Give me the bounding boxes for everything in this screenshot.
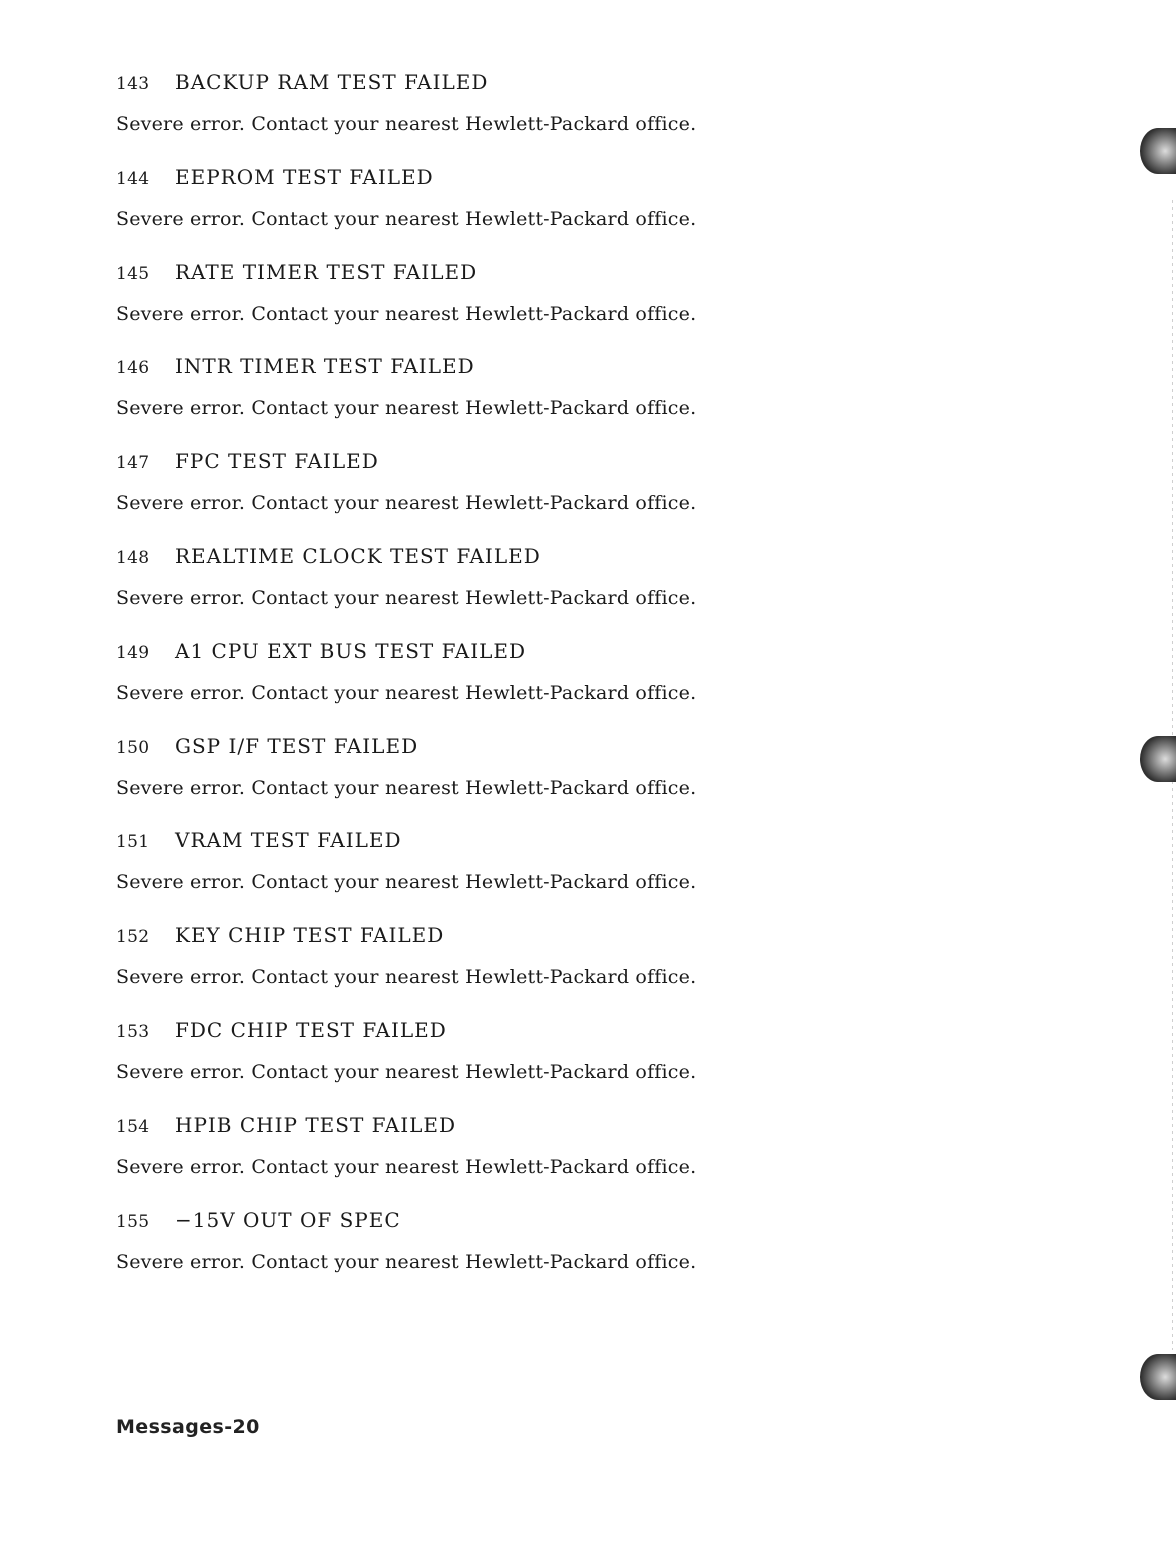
message-code: 154 [116,1116,150,1137]
message-title: HPIB CHIP TEST FAILED [175,1112,457,1137]
message-code: 148 [116,547,150,568]
message-heading [116,70,756,100]
message-description: Severe error. Contact your nearest Hewlett-Packard office. [116,207,697,230]
message-description: Severe error. Contact your nearest Hewlett-Packard office. [116,586,697,609]
message-heading [116,354,756,384]
message-description: Severe error. Contact your nearest Hewlett-Packard office. [116,681,697,704]
message-title: FPC TEST FAILED [175,449,379,474]
message-code: 149 [116,642,150,663]
message-code: 147 [116,453,150,474]
message-entry [116,1113,756,1208]
message-code: 143 [116,74,150,94]
message-entry [116,1018,756,1113]
message-heading [116,544,756,574]
message-code: 145 [116,263,150,284]
message-title: FDC CHIP TEST FAILED [175,1017,447,1042]
message-title: GSP I/F TEST FAILED [175,733,419,758]
message-heading [116,828,756,858]
message-title: KEY CHIP TEST FAILED [175,923,445,948]
message-description: Severe error. Contact your nearest Hewlett-Packard office. [116,113,697,135]
message-description: Severe error. Contact your nearest Hewlett-Packard office. [116,1155,697,1178]
message-entry [116,923,756,1018]
message-title: −15V OUT OF SPEC [175,1207,401,1232]
message-heading [116,639,756,669]
message-title: REALTIME CLOCK TEST FAILED [175,543,541,568]
message-entry [116,828,756,923]
message-description: Severe error. Contact your nearest Hewlett-Packard office. [116,871,697,894]
message-heading [116,1208,756,1238]
message-heading [116,923,756,953]
binder-hole-mark [1140,1354,1176,1400]
message-code: 152 [116,927,150,948]
message-entry [116,1208,756,1303]
message-description: Severe error. Contact your nearest Hewlett-Packard office. [116,1060,697,1083]
message-entry [116,544,756,639]
message-entry [116,354,756,449]
message-description: Severe error. Contact your nearest Hewlett-Packard office. [116,966,697,989]
message-code: 151 [116,832,150,853]
message-title: RATE TIMER TEST FAILED [175,259,478,284]
binder-hole-mark [1140,128,1176,174]
message-description: Severe error. Contact your nearest Hewlett-Packard office. [116,302,697,325]
message-heading [116,1018,756,1048]
message-heading [116,1113,756,1143]
message-entry [116,639,756,734]
message-entry [116,260,756,355]
message-entry [116,734,756,829]
message-list [116,70,756,1302]
message-entry [116,165,756,260]
message-code: 144 [116,168,150,189]
message-title: A1 CPU EXT BUS TEST FAILED [175,638,527,663]
message-heading [116,165,756,195]
message-heading [116,260,756,290]
message-title: VRAM TEST FAILED [175,828,402,853]
message-description: Severe error. Contact your nearest Hewlett-Packard office. [116,1250,697,1273]
message-entry [116,449,756,544]
message-heading [116,734,756,764]
message-code: 150 [116,737,150,758]
message-entry [116,70,756,165]
binder-hole-mark [1140,736,1176,782]
message-title: EEPROM TEST FAILED [175,164,434,189]
message-title: INTR TIMER TEST FAILED [175,354,475,379]
message-heading [116,449,756,479]
message-code: 153 [116,1021,150,1042]
message-code: 146 [116,358,150,379]
message-description: Severe error. Contact your nearest Hewlett-Packard office. [116,776,697,799]
page-number-label: Messages-20 [116,1416,260,1438]
message-description: Severe error. Contact your nearest Hewlett-Packard office. [116,397,697,420]
message-description: Severe error. Contact your nearest Hewlett-Packard office. [116,492,697,515]
message-title: BACKUP RAM TEST FAILED [175,70,489,94]
message-code: 155 [116,1211,150,1232]
